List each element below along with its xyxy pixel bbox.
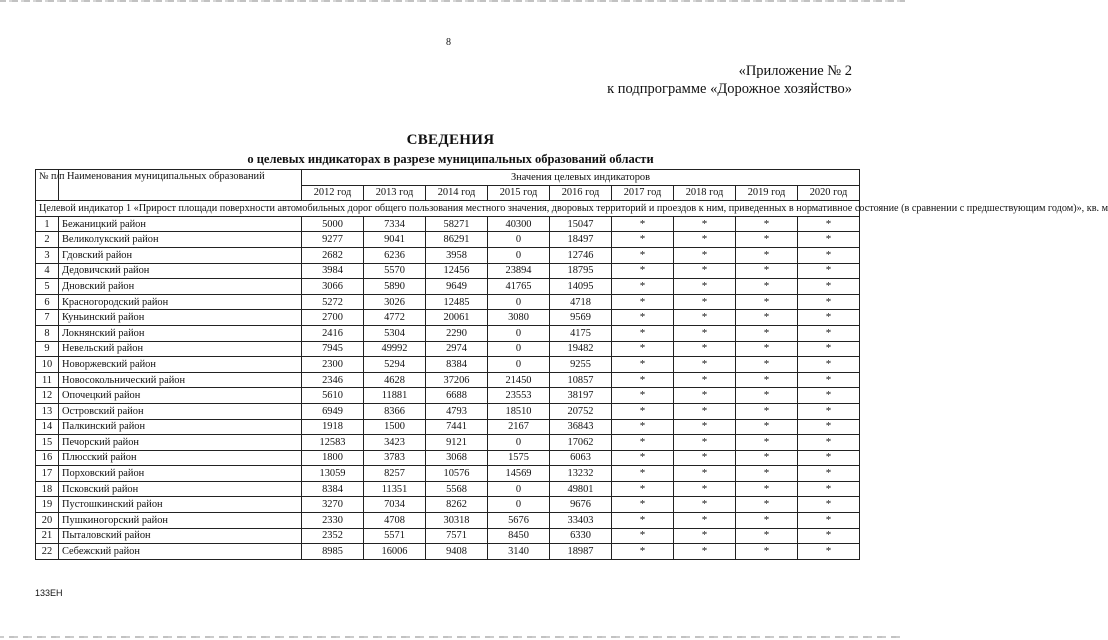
value-cell: 3140 <box>488 544 550 560</box>
value-cell: 8262 <box>426 497 488 513</box>
value-cell: * <box>798 216 860 232</box>
value-cell: 3026 <box>364 294 426 310</box>
value-cell: * <box>798 388 860 404</box>
table-row <box>36 388 860 404</box>
value-cell: 5570 <box>364 263 426 279</box>
value-cell: 3066 <box>302 279 364 295</box>
row-number: 18 <box>36 481 59 497</box>
value-cell: * <box>736 528 798 544</box>
value-cell: * <box>674 294 736 310</box>
row-number: 12 <box>36 388 59 404</box>
value-cell: 3783 <box>364 450 426 466</box>
value-cell: * <box>736 232 798 248</box>
value-cell: 20061 <box>426 310 488 326</box>
value-cell: * <box>798 279 860 295</box>
value-cell: * <box>798 325 860 341</box>
value-cell: 16006 <box>364 544 426 560</box>
table-row <box>36 279 860 295</box>
value-cell: * <box>798 528 860 544</box>
value-cell: 6688 <box>426 388 488 404</box>
header-year: 2020 год <box>798 185 860 201</box>
row-number: 22 <box>36 544 59 560</box>
value-cell: 8384 <box>426 357 488 373</box>
value-cell: 0 <box>488 294 550 310</box>
value-cell: 58271 <box>426 216 488 232</box>
value-cell: * <box>674 450 736 466</box>
value-cell: 3270 <box>302 497 364 513</box>
value-cell: 5000 <box>302 216 364 232</box>
value-cell: 36843 <box>550 419 612 435</box>
value-cell: * <box>798 247 860 263</box>
value-cell: 49801 <box>550 481 612 497</box>
municipality-name: Бежаницкий район <box>59 216 302 232</box>
value-cell: 5304 <box>364 325 426 341</box>
row-number: 16 <box>36 450 59 466</box>
value-cell: * <box>612 481 674 497</box>
value-cell: * <box>612 419 674 435</box>
row-number: 3 <box>36 247 59 263</box>
municipality-name: Куньинский район <box>59 310 302 326</box>
value-cell: 0 <box>488 341 550 357</box>
value-cell: 86291 <box>426 232 488 248</box>
value-cell: 8257 <box>364 466 426 482</box>
value-cell: 7945 <box>302 341 364 357</box>
value-cell: * <box>674 357 736 373</box>
value-cell: * <box>798 310 860 326</box>
value-cell: * <box>612 528 674 544</box>
table-row <box>36 466 860 482</box>
header-year: 2018 год <box>674 185 736 201</box>
value-cell: 17062 <box>550 435 612 451</box>
value-cell: 0 <box>488 325 550 341</box>
table-row <box>36 403 860 419</box>
value-cell: 6063 <box>550 450 612 466</box>
value-cell: * <box>736 435 798 451</box>
municipality-name: Печорский район <box>59 435 302 451</box>
value-cell: 21450 <box>488 372 550 388</box>
value-cell: 14095 <box>550 279 612 295</box>
appendix-line-2: к подпрограмме «Дорожное хозяйство» <box>607 81 852 97</box>
value-cell: 1500 <box>364 419 426 435</box>
value-cell: 11351 <box>364 481 426 497</box>
value-cell: 0 <box>488 357 550 373</box>
value-cell: * <box>736 544 798 560</box>
value-cell: * <box>798 357 860 373</box>
table-row <box>36 216 860 232</box>
value-cell: 15047 <box>550 216 612 232</box>
value-cell: 7034 <box>364 497 426 513</box>
value-cell: * <box>674 310 736 326</box>
value-cell: * <box>612 279 674 295</box>
value-cell: 8985 <box>302 544 364 560</box>
municipality-name: Локнянский район <box>59 325 302 341</box>
value-cell: 18497 <box>550 232 612 248</box>
indicator-description: Целевой индикатор 1 «Прирост площади поверхности автомобильных дорог общего пользования местного значения, дворовых территорий и проездов к ним, приведенных в нормативное состояние (в сравнении с предшествующим годом)», кв. м <box>36 201 860 217</box>
value-cell: 12485 <box>426 294 488 310</box>
value-cell: * <box>612 513 674 529</box>
value-cell: 8450 <box>488 528 550 544</box>
municipality-name: Пушкиногорский район <box>59 513 302 529</box>
value-cell: 9408 <box>426 544 488 560</box>
value-cell: 6330 <box>550 528 612 544</box>
municipality-name: Невельский район <box>59 341 302 357</box>
value-cell: 37206 <box>426 372 488 388</box>
value-cell: 41765 <box>488 279 550 295</box>
value-cell: 9569 <box>550 310 612 326</box>
value-cell: 12456 <box>426 263 488 279</box>
municipality-name: Великолукский район <box>59 232 302 248</box>
value-cell: * <box>736 513 798 529</box>
value-cell: 5294 <box>364 357 426 373</box>
header-year: 2016 год <box>550 185 612 201</box>
header-year: 2014 год <box>426 185 488 201</box>
municipality-name: Красногородский район <box>59 294 302 310</box>
footer-code: 133ЕН <box>35 588 63 598</box>
value-cell: 8384 <box>302 481 364 497</box>
value-cell: 19482 <box>550 341 612 357</box>
header-year: 2019 год <box>736 185 798 201</box>
value-cell: * <box>736 279 798 295</box>
value-cell: 18795 <box>550 263 612 279</box>
value-cell: 30318 <box>426 513 488 529</box>
value-cell: 6236 <box>364 247 426 263</box>
appendix-line-1: «Приложение № 2 <box>738 63 852 79</box>
row-number: 11 <box>36 372 59 388</box>
value-cell: 9277 <box>302 232 364 248</box>
value-cell: 4718 <box>550 294 612 310</box>
row-number: 14 <box>36 419 59 435</box>
municipality-name: Гдовский район <box>59 247 302 263</box>
header-year: 2015 год <box>488 185 550 201</box>
value-cell: 2352 <box>302 528 364 544</box>
indicator-row <box>36 201 860 217</box>
table-row <box>36 544 860 560</box>
header-number: № п/п <box>36 170 59 201</box>
municipality-name: Новосокольнический район <box>59 372 302 388</box>
value-cell: * <box>612 341 674 357</box>
row-number: 13 <box>36 403 59 419</box>
table-row <box>36 232 860 248</box>
table-row <box>36 435 860 451</box>
value-cell: 9121 <box>426 435 488 451</box>
scan-artifact-bottom <box>0 636 905 638</box>
header-year: 2013 год <box>364 185 426 201</box>
value-cell: * <box>674 216 736 232</box>
table-header-row-1 <box>36 170 860 186</box>
value-cell: 0 <box>488 497 550 513</box>
value-cell: 11881 <box>364 388 426 404</box>
value-cell: 4708 <box>364 513 426 529</box>
row-number: 10 <box>36 357 59 373</box>
municipality-name: Псковский район <box>59 481 302 497</box>
value-cell: * <box>612 294 674 310</box>
value-cell: * <box>612 216 674 232</box>
value-cell: 0 <box>488 481 550 497</box>
value-cell: 12746 <box>550 247 612 263</box>
value-cell: * <box>612 325 674 341</box>
value-cell: * <box>736 294 798 310</box>
row-number: 7 <box>36 310 59 326</box>
value-cell: 4175 <box>550 325 612 341</box>
value-cell: 5568 <box>426 481 488 497</box>
table-row <box>36 513 860 529</box>
value-cell: 13059 <box>302 466 364 482</box>
value-cell: * <box>798 450 860 466</box>
value-cell: 3423 <box>364 435 426 451</box>
value-cell: * <box>612 403 674 419</box>
value-cell: * <box>736 357 798 373</box>
value-cell: 3068 <box>426 450 488 466</box>
value-cell: 18987 <box>550 544 612 560</box>
table-row <box>36 528 860 544</box>
value-cell: * <box>736 341 798 357</box>
value-cell: * <box>736 310 798 326</box>
value-cell: 5890 <box>364 279 426 295</box>
table-row <box>36 497 860 513</box>
value-cell: 23553 <box>488 388 550 404</box>
value-cell: 10857 <box>550 372 612 388</box>
value-cell: 3984 <box>302 263 364 279</box>
table-row <box>36 247 860 263</box>
value-cell: * <box>674 528 736 544</box>
value-cell: * <box>612 435 674 451</box>
value-cell: * <box>674 466 736 482</box>
value-cell: * <box>612 310 674 326</box>
value-cell: * <box>674 325 736 341</box>
value-cell: 13232 <box>550 466 612 482</box>
value-cell: 4628 <box>364 372 426 388</box>
value-cell: 14569 <box>488 466 550 482</box>
value-cell: * <box>674 263 736 279</box>
value-cell: 4793 <box>426 403 488 419</box>
value-cell: * <box>674 544 736 560</box>
value-cell: * <box>798 497 860 513</box>
value-cell: 40300 <box>488 216 550 232</box>
value-cell: 2700 <box>302 310 364 326</box>
value-cell: * <box>736 216 798 232</box>
value-cell: 49992 <box>364 341 426 357</box>
value-cell: 2346 <box>302 372 364 388</box>
value-cell: 18510 <box>488 403 550 419</box>
value-cell: * <box>674 232 736 248</box>
table-row <box>36 341 860 357</box>
table-row <box>36 310 860 326</box>
value-cell: 1575 <box>488 450 550 466</box>
table-row <box>36 357 860 373</box>
value-cell: 2330 <box>302 513 364 529</box>
table-row <box>36 450 860 466</box>
value-cell: 1918 <box>302 419 364 435</box>
value-cell: * <box>674 513 736 529</box>
municipality-name: Порховский район <box>59 466 302 482</box>
value-cell: 7441 <box>426 419 488 435</box>
value-cell: * <box>674 279 736 295</box>
value-cell: 6949 <box>302 403 364 419</box>
table-row <box>36 372 860 388</box>
row-number: 1 <box>36 216 59 232</box>
value-cell: * <box>798 372 860 388</box>
header-name: Наименования муниципальных образований <box>59 170 302 201</box>
value-cell: 0 <box>488 435 550 451</box>
value-cell: * <box>612 247 674 263</box>
value-cell: 9255 <box>550 357 612 373</box>
municipality-name: Новоржевский район <box>59 357 302 373</box>
value-cell: * <box>674 341 736 357</box>
row-number: 5 <box>36 279 59 295</box>
row-number: 17 <box>36 466 59 482</box>
value-cell: 2300 <box>302 357 364 373</box>
value-cell: * <box>612 544 674 560</box>
municipality-name: Дновский район <box>59 279 302 295</box>
municipality-name: Плюсский район <box>59 450 302 466</box>
value-cell: * <box>674 497 736 513</box>
value-cell: * <box>736 247 798 263</box>
value-cell: * <box>798 544 860 560</box>
value-cell: * <box>798 341 860 357</box>
value-cell: * <box>736 403 798 419</box>
value-cell: * <box>612 232 674 248</box>
value-cell: 9649 <box>426 279 488 295</box>
row-number: 6 <box>36 294 59 310</box>
value-cell: * <box>674 403 736 419</box>
table-row <box>36 263 860 279</box>
value-cell: * <box>736 325 798 341</box>
municipality-name: Пустошкинский район <box>59 497 302 513</box>
value-cell: * <box>798 403 860 419</box>
header-year: 2017 год <box>612 185 674 201</box>
scan-artifact-top <box>0 0 905 2</box>
document-subtitle: о целевых индикаторах в разрезе муниципальных образований области <box>247 152 654 166</box>
value-cell: 4772 <box>364 310 426 326</box>
value-cell: * <box>798 466 860 482</box>
row-number: 9 <box>36 341 59 357</box>
value-cell: * <box>798 435 860 451</box>
indicators-table <box>35 169 1108 560</box>
header-values-group: Значения целевых индикаторов <box>302 170 860 186</box>
row-number: 19 <box>36 497 59 513</box>
value-cell: * <box>674 372 736 388</box>
value-cell: 0 <box>488 247 550 263</box>
value-cell: * <box>736 263 798 279</box>
document-title: СВЕДЕНИЯ <box>406 132 495 148</box>
value-cell: 2416 <box>302 325 364 341</box>
municipality-name: Дедовичский район <box>59 263 302 279</box>
value-cell: 0 <box>488 232 550 248</box>
value-cell: * <box>612 357 674 373</box>
value-cell: * <box>736 450 798 466</box>
value-cell: 20752 <box>550 403 612 419</box>
table-row <box>36 294 860 310</box>
row-number: 20 <box>36 513 59 529</box>
value-cell: 5610 <box>302 388 364 404</box>
row-number: 8 <box>36 325 59 341</box>
value-cell: * <box>612 497 674 513</box>
value-cell: 2682 <box>302 247 364 263</box>
municipality-name: Опочецкий район <box>59 388 302 404</box>
value-cell: * <box>798 419 860 435</box>
value-cell: * <box>736 481 798 497</box>
value-cell: 2290 <box>426 325 488 341</box>
table-row <box>36 419 860 435</box>
value-cell: 33403 <box>550 513 612 529</box>
value-cell: * <box>798 232 860 248</box>
municipality-name: Пыталовский район <box>59 528 302 544</box>
table-row <box>36 481 860 497</box>
value-cell: * <box>736 419 798 435</box>
row-number: 15 <box>36 435 59 451</box>
value-cell: * <box>612 388 674 404</box>
value-cell: 12583 <box>302 435 364 451</box>
value-cell: 10576 <box>426 466 488 482</box>
value-cell: * <box>798 513 860 529</box>
value-cell: 9676 <box>550 497 612 513</box>
value-cell: 2167 <box>488 419 550 435</box>
value-cell: * <box>736 497 798 513</box>
appendix-heading <box>607 62 852 98</box>
value-cell: * <box>612 466 674 482</box>
value-cell: * <box>674 247 736 263</box>
value-cell: * <box>674 481 736 497</box>
value-cell: * <box>736 388 798 404</box>
value-cell: * <box>798 294 860 310</box>
value-cell: * <box>612 450 674 466</box>
value-cell: 3080 <box>488 310 550 326</box>
municipality-name: Себежский район <box>59 544 302 560</box>
value-cell: 23894 <box>488 263 550 279</box>
value-cell: * <box>674 388 736 404</box>
row-number: 21 <box>36 528 59 544</box>
table-body <box>36 201 1108 560</box>
value-cell: 7334 <box>364 216 426 232</box>
value-cell: * <box>674 435 736 451</box>
value-cell: * <box>674 419 736 435</box>
page-number: 8 <box>446 37 451 48</box>
row-number: 2 <box>36 232 59 248</box>
value-cell: 5272 <box>302 294 364 310</box>
value-cell: * <box>736 372 798 388</box>
value-cell: * <box>736 466 798 482</box>
value-cell: 5571 <box>364 528 426 544</box>
value-cell: 2974 <box>426 341 488 357</box>
value-cell: 3958 <box>426 247 488 263</box>
value-cell: * <box>798 263 860 279</box>
value-cell: 1800 <box>302 450 364 466</box>
table-row <box>36 325 860 341</box>
value-cell: 9041 <box>364 232 426 248</box>
municipality-name: Островский район <box>59 403 302 419</box>
value-cell: 38197 <box>550 388 612 404</box>
value-cell: * <box>612 372 674 388</box>
value-cell: 5676 <box>488 513 550 529</box>
value-cell: * <box>798 481 860 497</box>
value-cell: 7571 <box>426 528 488 544</box>
header-year: 2012 год <box>302 185 364 201</box>
municipality-name: Палкинский район <box>59 419 302 435</box>
row-number: 4 <box>36 263 59 279</box>
value-cell: 8366 <box>364 403 426 419</box>
value-cell: * <box>612 263 674 279</box>
